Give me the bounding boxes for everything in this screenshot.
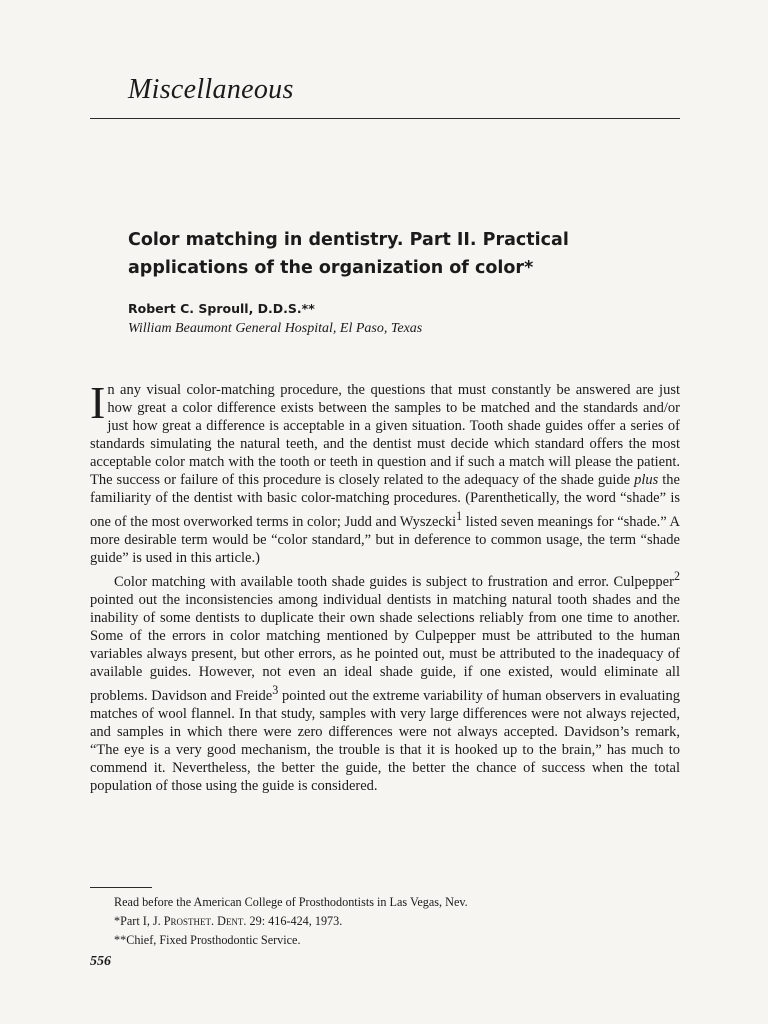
footnote-journal: Prosthet. Dent.: [163, 914, 247, 928]
paragraph-2-text-c: pointed out the extreme variability of human observers in evaluating matches of wool flannel. In that study, samples with very large differences were not always rejected, and samples in which there were zero differences were not always accepted. Davidson’s remark, “The eye is a very good mechanism, the trouble is that it is hooked up to the brain,” has much to commend it. Nevertheless, the better the guide, the better the chance of success when the total population of those using the guide is considered.: [90, 688, 680, 795]
footnote-part-one: [114, 912, 674, 931]
paragraph-2-text-b: pointed out the inconsistencies among individual dentists in matching natural tooth shades and the inability of some dentists to duplicate their own shade selections reliably from one time to another. Some of the errors in color matching mentioned by Culpepper must be attributed to the human variables always present, but other errors, as he pointed out, must be attributed to the inadequacy of available guides. However, not even an ideal shade guide, if one existed, would eliminate all problems. Davidson and Freide: [90, 592, 680, 705]
paragraph-1-text-b: the familiarity of the dentist with basic color-matching procedures. (Parenthetically, the word “shade” is one of the most overworked terms in color; Judd and Wyszecki: [90, 472, 680, 531]
footnotes: [114, 893, 674, 950]
drop-cap: I: [90, 377, 106, 428]
emphasis-plus: plus: [634, 472, 659, 489]
paragraph-1: [90, 377, 680, 567]
footnote-rule: [90, 887, 152, 888]
section-heading: Miscellaneous: [128, 74, 294, 105]
reference-1: 1: [456, 509, 463, 524]
article-title: Color matching in dentistry. Part II. Practical applications of the organization of color*: [128, 230, 569, 278]
reference-2: 2: [673, 569, 680, 584]
heading-rule: [90, 118, 680, 119]
footnote-chief: **Chief, Fixed Prosthodontic Service.: [114, 933, 301, 947]
author-name: Robert C. Sproull, D.D.S.**: [128, 301, 315, 316]
footnote-part-prefix: *Part I, J.: [114, 914, 164, 928]
paragraph-1-text-c: listed seven meanings for “shade.” A more desirable term would be “color standard,” but in deference to common usage, the term “shade guide” is used in this article.): [90, 514, 680, 567]
paragraph-2: [90, 567, 680, 795]
paragraph-2-text-a: Color matching with available tooth shade guides is subject to frustration and error. Culpepper: [114, 574, 674, 591]
reference-3: 3: [272, 683, 279, 698]
footnote-part-suffix: 29: 416-424, 1973.: [246, 914, 343, 928]
paragraph-1-text-a: n any visual color-matching procedure, the questions that must constantly be answered are just how great a color difference exists between the samples to be matched and the standards and/or just how great a difference is acceptable in a given situation. Tooth shade guides offer a series of standards simulating the natural teeth, and the dentist must decide which standard offers the most acceptable color match with the tooth or teeth in question and if such a match will please the patient. The success or failure of this procedure is closely related to the adequacy of the shade guide: [90, 382, 680, 489]
author-affiliation: William Beaumont General Hospital, El Paso, Texas: [128, 321, 423, 336]
page-number: 556: [90, 954, 111, 969]
footnote-read-before: Read before the American College of Prosthodontists in Las Vegas, Nev.: [114, 895, 468, 909]
article-body: [90, 377, 680, 796]
